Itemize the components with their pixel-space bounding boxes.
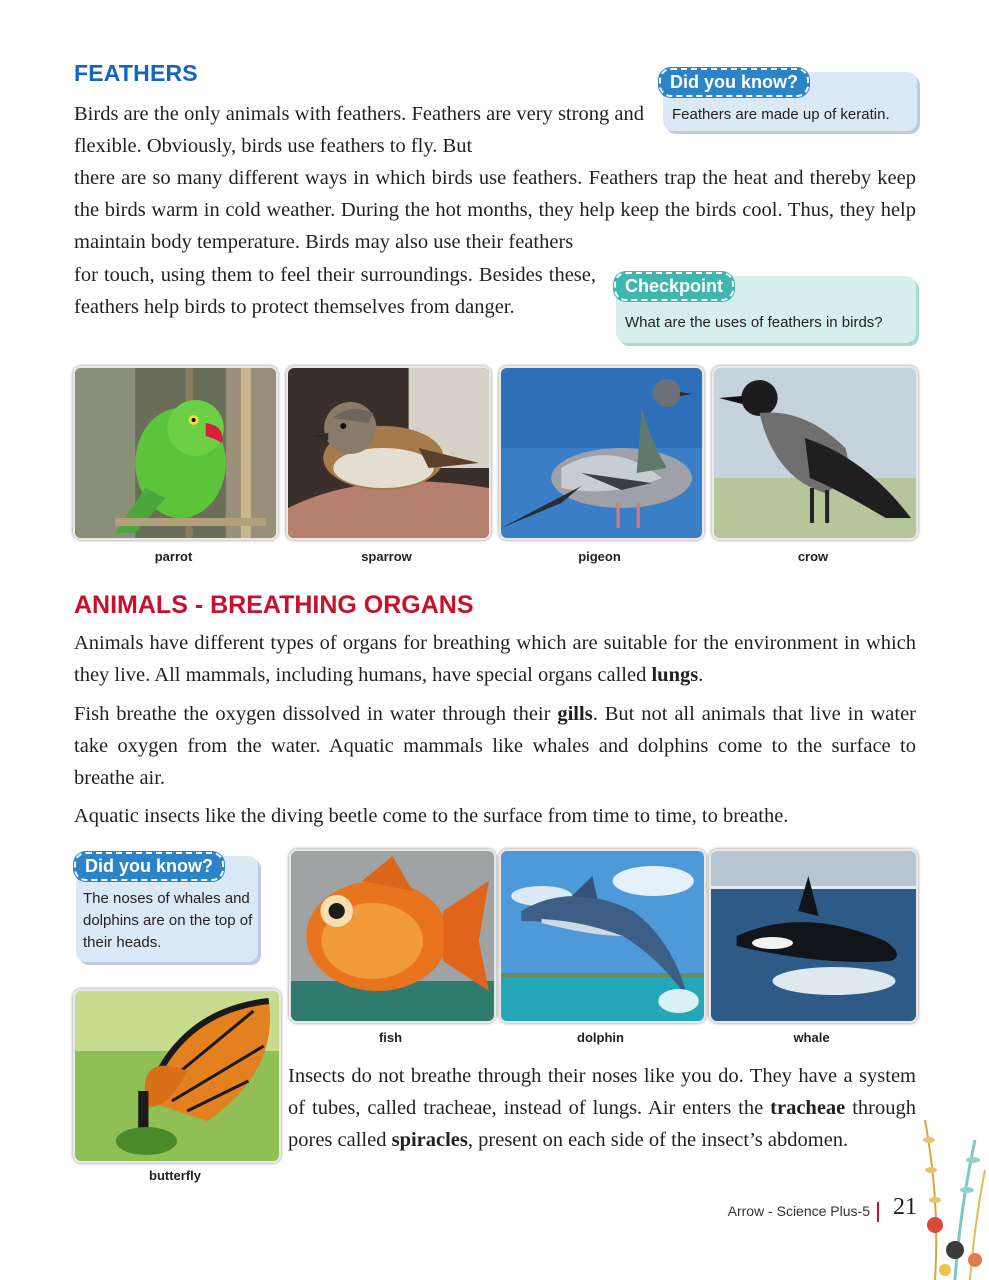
- pigeon-photo: [499, 366, 704, 540]
- checkpoint-text: What are the uses of feathers in birds?: [625, 314, 883, 331]
- did-you-know-text: Feathers are made up of keratin.: [672, 106, 890, 123]
- breathing-paragraph-1: Animals have different types of organs for breathing which are suitable for the environment in which they live. All mammals, including humans, have special organs called lungs.: [74, 632, 916, 686]
- bird-caption: sparrow: [361, 549, 412, 564]
- section-heading-feathers: FEATHERS: [74, 60, 198, 86]
- sparrow-photo: [286, 366, 491, 540]
- did-you-know-box: [76, 856, 258, 962]
- page-number: 21: [893, 1194, 917, 1220]
- did-you-know-tag: Did you know?: [659, 68, 809, 97]
- floral-decoration-icon: [915, 1100, 989, 1280]
- bird-caption: crow: [797, 549, 829, 564]
- bird-caption: parrot: [154, 549, 193, 564]
- feathers-paragraph-top: Birds are the only animals with feathers. Feathers are very strong and flexible. Obviously, birds use feathers to fly. But: [74, 103, 644, 157]
- insects-paragraph: Insects do not breathe through their noses like you do. They have a system of tubes, called tracheae, instead of lungs. Air enters the tracheae through pores called spiracles, present on each side of the insect’s abdomen.: [288, 1065, 916, 1151]
- footer-divider: [877, 1202, 879, 1222]
- parrot-photo: [73, 366, 278, 540]
- did-you-know-text: The noses of whales and dolphins are on the top of their heads.: [83, 890, 253, 951]
- butterfly-photo: [73, 989, 281, 1163]
- section-heading-breathing: ANIMALS - BREATHING ORGANS: [74, 591, 474, 619]
- crow-photo: [712, 366, 918, 540]
- did-you-know-tag: Did you know?: [74, 852, 224, 881]
- fish-photo: [289, 849, 496, 1023]
- bird-caption: pigeon: [578, 549, 621, 564]
- animal-caption: dolphin: [577, 1030, 624, 1045]
- breathing-paragraph-2: Fish breathe the oxygen dissolved in water through their gills. But not all animals that live in water take oxygen from the water. Aquatic mammals like whales and dolphins come to the surface to breathe air.: [74, 703, 916, 789]
- feathers-paragraph-bottom: for touch, using them to feel their surroundings. Besides these, feathers help birds to protect themselves from danger.: [74, 264, 596, 318]
- animal-caption: whale: [793, 1030, 830, 1045]
- whale-photo: [709, 849, 918, 1023]
- butterfly-caption: butterfly: [149, 1168, 201, 1183]
- feathers-paragraph-middle: there are so many different ways in which birds use feathers. Feathers trap the heat and thereby keep the birds warm in cold weather. During the hot months, they help keep the birds cool. Thus, they help maintain body temperature. Birds may also use their feathers: [74, 167, 916, 253]
- dolphin-photo: [499, 849, 706, 1023]
- did-you-know-box: [663, 72, 917, 131]
- checkpoint-tag: Checkpoint: [614, 272, 734, 301]
- checkpoint-box: [616, 276, 916, 343]
- animal-caption: fish: [378, 1030, 403, 1045]
- footer-book-title: Arrow - Science Plus-5: [727, 1203, 870, 1219]
- breathing-paragraph-3: Aquatic insects like the diving beetle come to the surface from time to time, to breathe.: [74, 805, 789, 827]
